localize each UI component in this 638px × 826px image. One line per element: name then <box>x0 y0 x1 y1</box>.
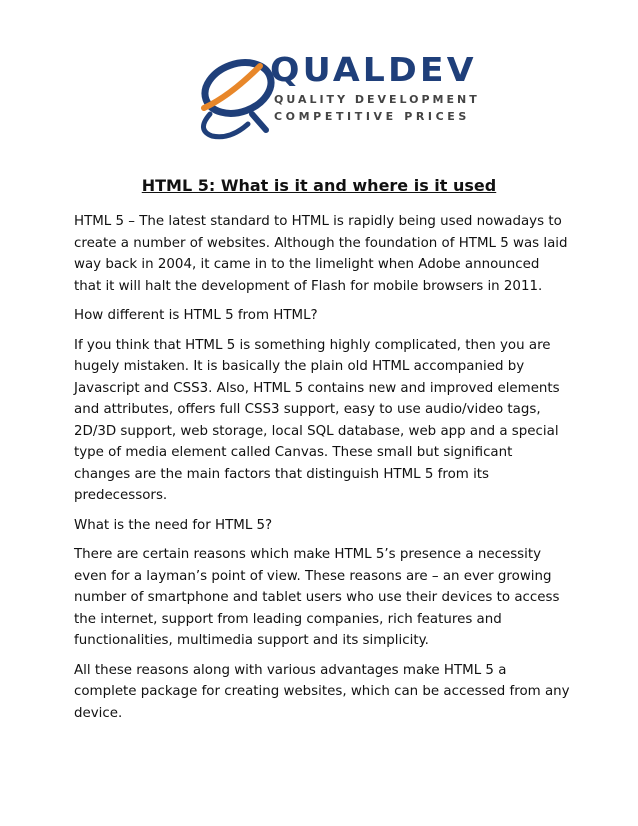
q-swoosh-icon <box>190 44 280 140</box>
paragraph-intro: HTML 5 – The latest standard to HTML is rapidly being used nowadays to create a number of websites. Although the foundation of HTML 5 was laid way back in 2004, it came in to the limelight when Adobe announced that it will halt the development of Flash for mobile browsers in 2011. <box>74 214 568 294</box>
paragraph-conclusion: All these reasons along with various advantages make HTML 5 a complete package for creating websites, which can be accessed from any device. <box>74 662 570 721</box>
paragraph-explanation: If you think that HTML 5 is something highly complicated, then you are hugely mistaken. It is basically the plain old HTML accompanied by Javascript and CSS3. Also, HTML 5 contains new and improved elements and attributes, offers full CSS3 support, easy to use audio/video tags, 2D/3D support, web storage, local SQL database, web app and a special type of media element called Canvas. These small but significant changes are the main factors that distinguish HTML 5 from its predecessors. <box>74 337 560 503</box>
document-title: HTML 5: What is it and where is it used <box>141 176 497 195</box>
logo-tagline-quality: QUALITY DEVELOPMENT <box>274 93 480 106</box>
paragraph-reasons: There are certain reasons which make HTML 5’s presence a necessity even for a layman’s point of view. These reasons are – an ever growing number of smartphone and tablet users who use their devices to access the internet, support from leading companies, rich features and functionalities, multimedia support and its simplicity. <box>74 547 560 648</box>
qualdev-logo <box>190 44 480 140</box>
paragraph-question-difference: How different is HTML 5 from HTML? <box>74 308 318 323</box>
logo-wordmark: QUALDEV <box>270 50 477 89</box>
document-body <box>74 211 570 732</box>
logo-tagline-prices: COMPETITIVE PRICES <box>274 110 470 123</box>
paragraph-question-need: What is the need for HTML 5? <box>74 517 273 533</box>
